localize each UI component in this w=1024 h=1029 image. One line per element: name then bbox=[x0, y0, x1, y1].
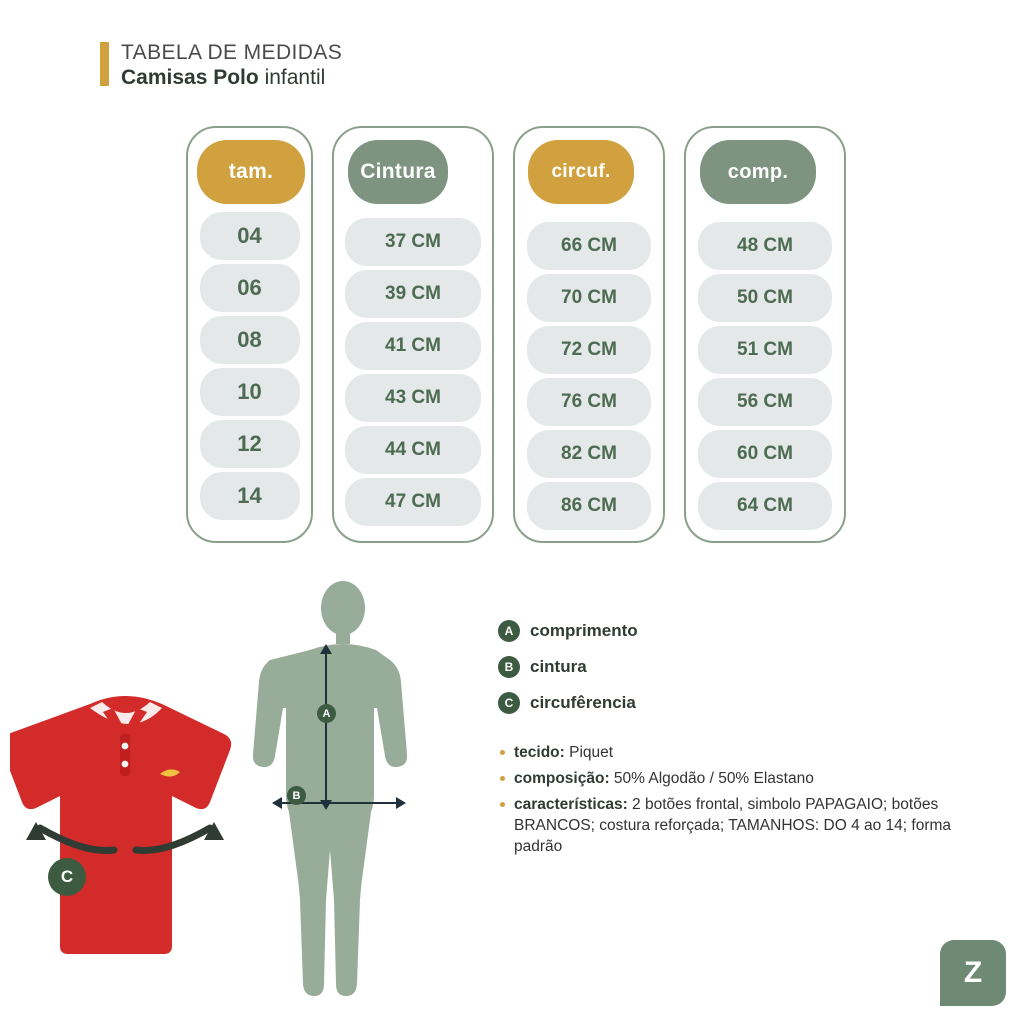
table-column-length bbox=[684, 126, 846, 543]
table-cell: 72 CM bbox=[527, 326, 651, 374]
column-header-circumference: circuf. bbox=[528, 140, 634, 204]
marker-b: B bbox=[287, 786, 306, 805]
table-cell: 76 CM bbox=[527, 378, 651, 426]
table-cell: 04 bbox=[200, 212, 300, 260]
spec-text bbox=[514, 768, 814, 789]
table-cell: 12 bbox=[200, 420, 300, 468]
table-cell: 47 CM bbox=[345, 478, 481, 526]
table-cell: 66 CM bbox=[527, 222, 651, 270]
marker-c: C bbox=[48, 858, 86, 896]
spec-value: Piquet bbox=[564, 744, 614, 761]
bullet-icon bbox=[500, 776, 505, 781]
column-header-waist: Cintura bbox=[348, 140, 448, 204]
bullet-icon bbox=[500, 802, 505, 807]
spec-value: 50% Algodão / 50% Elastano bbox=[609, 770, 814, 787]
table-cell: 50 CM bbox=[698, 274, 832, 322]
legend-item bbox=[498, 620, 968, 642]
body-silhouette-figure bbox=[248, 580, 438, 1024]
measurement-tables bbox=[0, 126, 1024, 551]
table-cell: 43 CM bbox=[345, 374, 481, 422]
table-cell: 86 CM bbox=[527, 482, 651, 530]
table-column-size bbox=[186, 126, 313, 543]
page-subtitle bbox=[121, 66, 342, 90]
page-title: TABELA DE MEDIDAS bbox=[121, 41, 343, 64]
spec-item bbox=[500, 742, 1000, 763]
column-cells-circumference bbox=[515, 210, 663, 534]
table-cell: 06 bbox=[200, 264, 300, 312]
spec-item bbox=[500, 768, 1000, 789]
marker-a: A bbox=[317, 704, 336, 723]
spec-item bbox=[500, 794, 1000, 857]
table-cell: 44 CM bbox=[345, 426, 481, 474]
column-cells-size bbox=[188, 210, 311, 524]
polo-shirt-illustration bbox=[10, 690, 240, 955]
spec-text bbox=[514, 794, 1000, 857]
column-cells-waist bbox=[334, 210, 492, 530]
product-specs-list bbox=[500, 742, 1000, 862]
table-cell: 37 CM bbox=[345, 218, 481, 266]
legend-label-a: comprimento bbox=[530, 621, 638, 640]
table-cell: 39 CM bbox=[345, 270, 481, 318]
legend-item bbox=[498, 656, 968, 678]
table-column-waist bbox=[332, 126, 494, 543]
legend-badge-b: B bbox=[498, 656, 520, 678]
table-cell: 48 CM bbox=[698, 222, 832, 270]
legend-item bbox=[498, 692, 968, 714]
table-cell: 60 CM bbox=[698, 430, 832, 478]
table-cell: 10 bbox=[200, 368, 300, 416]
table-cell: 56 CM bbox=[698, 378, 832, 426]
polo-shirt-image bbox=[10, 690, 240, 955]
header-text bbox=[121, 42, 342, 90]
bullet-icon bbox=[500, 750, 505, 755]
header-accent-bar bbox=[100, 42, 109, 86]
table-cell: 82 CM bbox=[527, 430, 651, 478]
length-measure-arrows bbox=[318, 644, 334, 810]
legend-label-c: circufêrencia bbox=[530, 693, 636, 712]
page-subtitle-thin: infantil bbox=[264, 66, 326, 89]
brand-logo: Z bbox=[940, 940, 1006, 1006]
legend-label-b: cintura bbox=[530, 657, 587, 676]
spec-label: características: bbox=[514, 796, 628, 813]
page-header bbox=[100, 42, 342, 90]
table-cell: 08 bbox=[200, 316, 300, 364]
page-subtitle-bold: Camisas Polo bbox=[121, 66, 259, 89]
column-cells-length bbox=[686, 210, 844, 534]
table-cell: 14 bbox=[200, 472, 300, 520]
spec-label: tecido: bbox=[514, 744, 565, 761]
table-cell: 64 CM bbox=[698, 482, 832, 530]
table-cell: 41 CM bbox=[345, 322, 481, 370]
table-column-circumference bbox=[513, 126, 665, 543]
legend-badge-a: A bbox=[498, 620, 520, 642]
spec-value: 2 botões frontal, simbolo PAPAGAIO; botões BRANCOS; costura reforçada; TAMANHOS: DO 4 ao 14; forma padrão bbox=[514, 796, 952, 855]
table-cell: 51 CM bbox=[698, 326, 832, 374]
column-header-size: tam. bbox=[197, 140, 305, 204]
column-header-length: comp. bbox=[700, 140, 816, 204]
table-cell: 70 CM bbox=[527, 274, 651, 322]
spec-label: composição: bbox=[514, 770, 610, 787]
legend-badge-c: C bbox=[498, 692, 520, 714]
spec-text bbox=[514, 742, 613, 763]
legend-list bbox=[498, 620, 968, 728]
